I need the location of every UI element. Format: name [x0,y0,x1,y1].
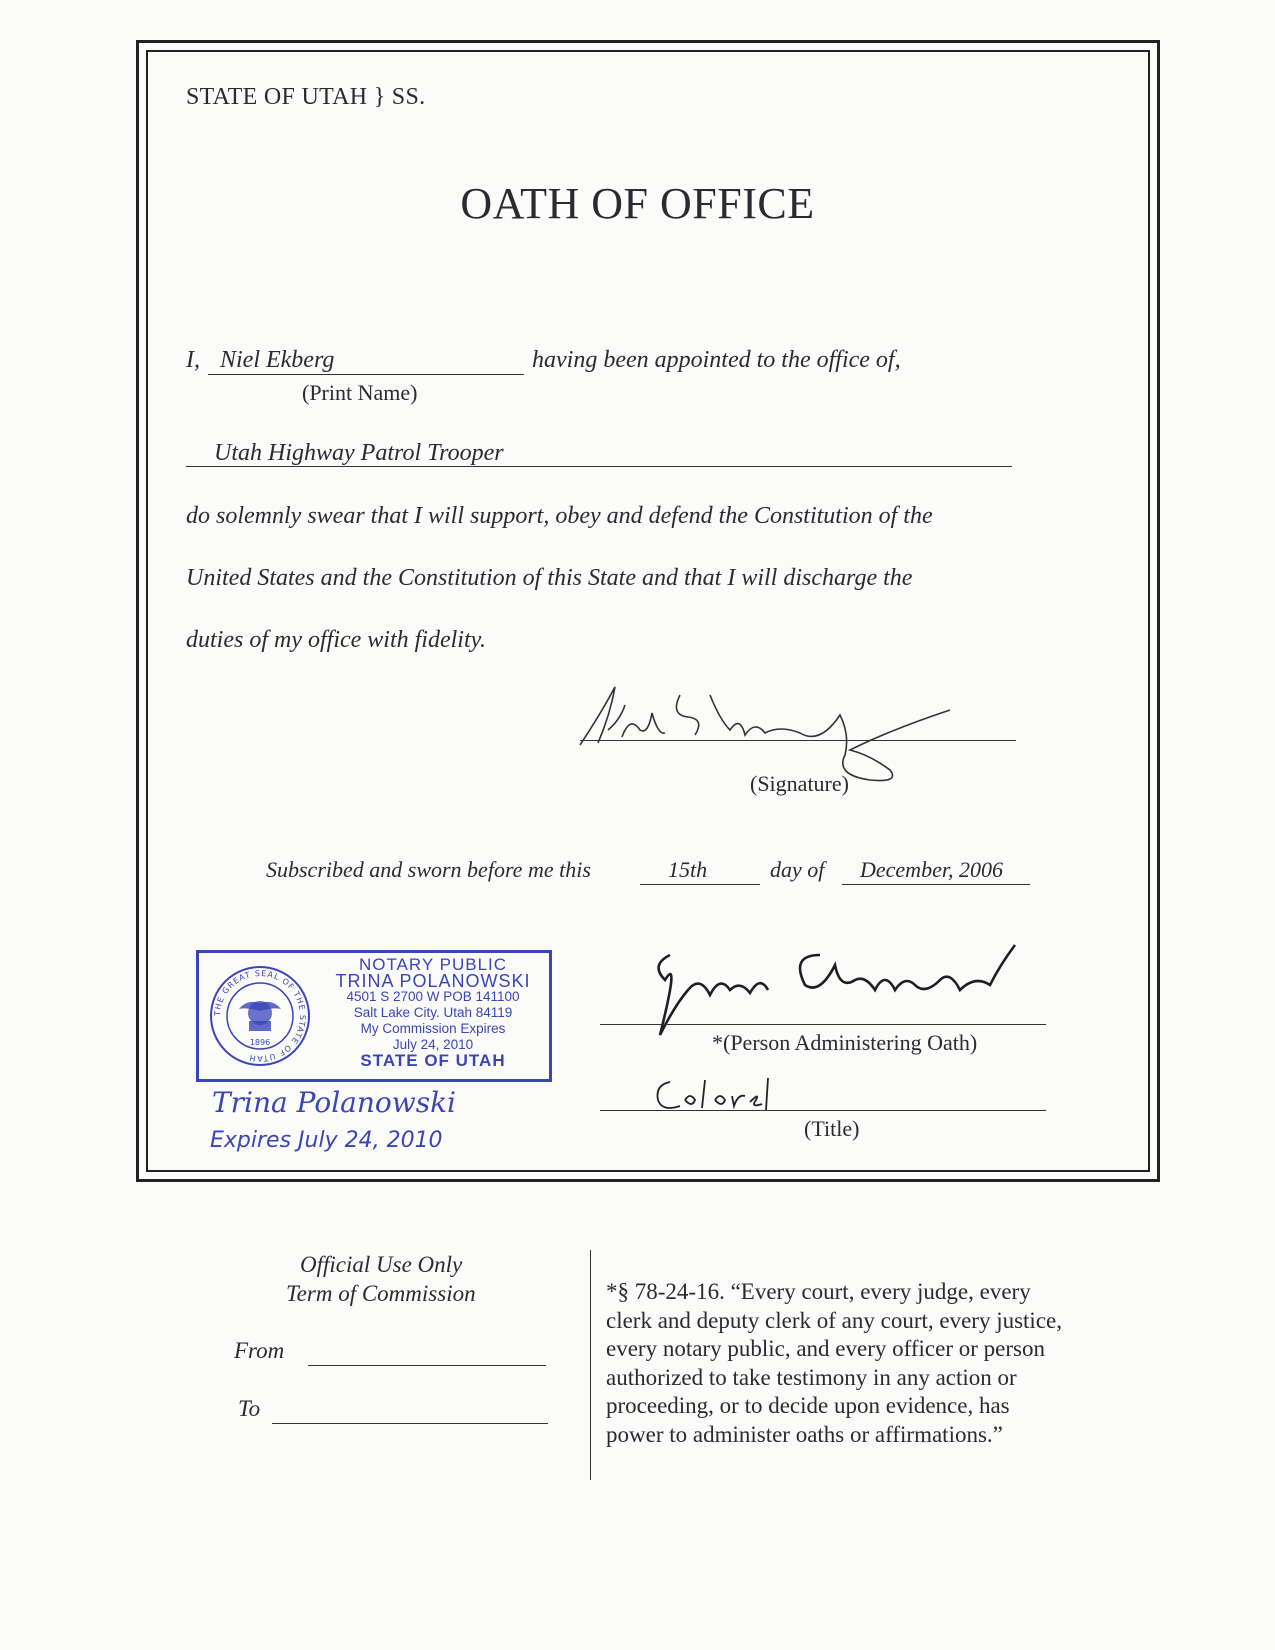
statute-text [606,1278,1106,1449]
state-venue-line: STATE OF UTAH } SS. [186,84,426,110]
statute-line-2: clerk and deputy clerk of any court, every justice, [606,1307,1062,1333]
stamp-commission: My Commission Expires [360,1021,506,1036]
official-use-heading: Official Use Only [300,1252,463,1277]
sworn-day: 15th [668,857,708,882]
administrator-signature-icon [640,935,1040,1045]
name-underline [208,374,524,375]
administrator-label: *(Person Administering Oath) [712,1030,978,1055]
column-divider [590,1250,591,1480]
to-label: To [238,1396,261,1421]
notary-stamp [196,950,552,1082]
seal-year: 1896 [249,1038,271,1047]
appointee-name: Niel Ekberg [220,347,335,373]
title-line [600,1110,1046,1111]
statute-line-5: proceeding, or to decide upon evidence, has [606,1393,1010,1418]
administrator-line [600,1024,1046,1025]
term-of-commission-heading: Term of Commission [286,1281,476,1306]
stamp-address: 4501 S 2700 W POB 141100 [346,989,520,1004]
notary-handwritten-signature: Trina Polanowski [212,1086,457,1119]
sworn-prefix: Subscribed and sworn before me this [266,857,591,882]
oath-body-line-2: United States and the Constitution of this State and that I will discharge the [186,565,913,591]
handwritten-title-icon [650,1070,800,1120]
oath-body-line-1: do solemnly swear that I will support, obey and defend the Constitution of the [186,503,933,529]
oath-body-line-3: duties of my office with fidelity. [186,627,486,653]
oath-pronoun: I, [186,347,200,373]
to-field-line [272,1423,548,1424]
title-label: (Title) [804,1116,860,1141]
statute-line-3: every notary public, and every officer or person [606,1336,1045,1361]
stamp-notary-name: TRINA POLANOWSKI [335,971,531,991]
from-label: From [234,1338,285,1363]
office-underline [186,466,1012,467]
day-underline [640,884,760,885]
stamp-state: STATE OF UTAH [360,1051,506,1070]
stamp-expiry: July 24, 2010 [392,1037,474,1052]
signature-line [580,740,1016,741]
month-underline [842,884,1030,885]
state-seal-icon [207,963,313,1069]
stamp-city: Salt Lake City. Utah 84119 [353,1005,513,1020]
office-name: Utah Highway Patrol Trooper [214,440,504,466]
statute-line-1: *§ 78-24-16. “Every court, every judge, every [606,1279,1031,1304]
stamp-title: NOTARY PUBLIC [358,955,508,974]
appointed-text: having been appointed to the office of, [532,347,901,373]
seal-ring-text: THE GREAT SEAL OF THE STATE OF UTAH [212,968,308,1064]
statute-line-4: authorized to take testimony in any action or [606,1364,1017,1390]
sworn-month-year: December, 2006 [860,857,1003,882]
signature-label: (Signature) [750,771,849,796]
print-name-label: (Print Name) [302,380,418,405]
day-of-text: day of [770,857,825,882]
statute-line-6: power to administer oaths or affirmations.” [606,1421,1003,1447]
document-title: OATH OF OFFICE [460,179,815,228]
notary-handwritten-expiry: Expires July 24, 2010 [210,1128,443,1153]
from-field-line [308,1365,546,1366]
